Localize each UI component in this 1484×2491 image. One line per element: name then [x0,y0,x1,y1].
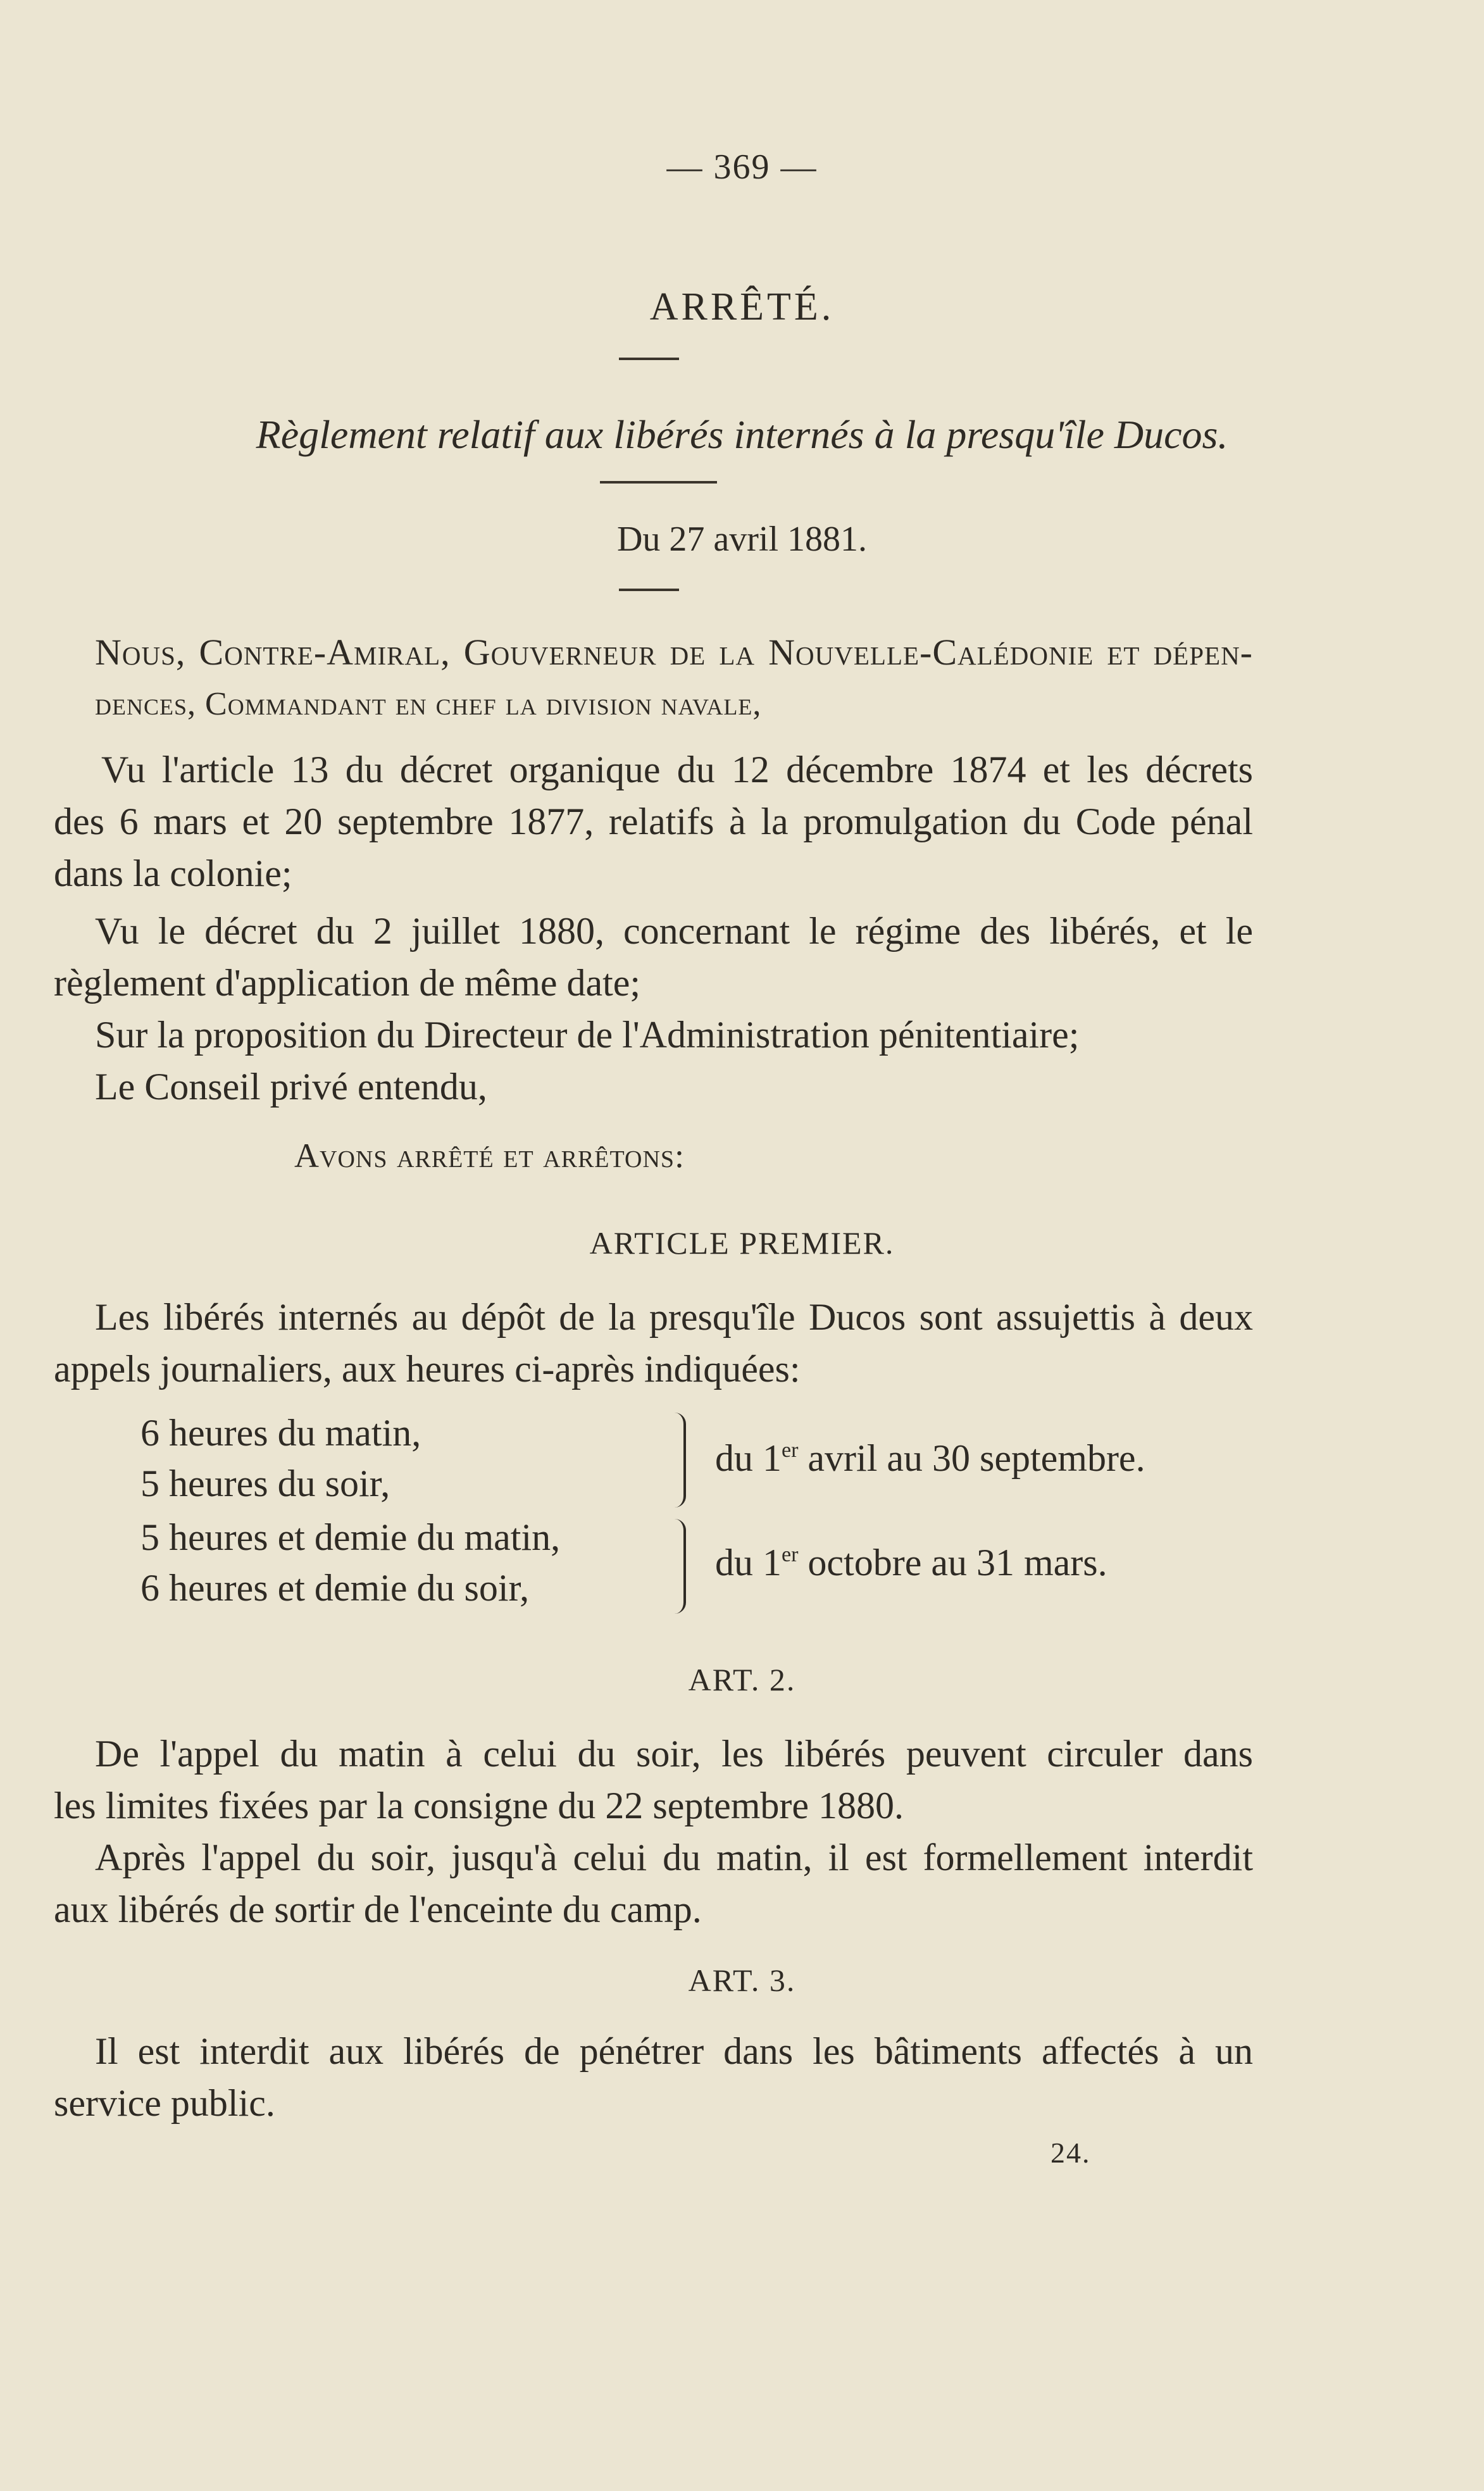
date-rule [619,589,679,591]
document-title: ARRÊTÉ. [649,285,835,328]
consideration-2-line-2: règlement d'application de même date; [54,962,641,1004]
article-2-p2-line-1: Après l'appel du soir, jusqu'à celui du matin, il est formellement interdit [95,1837,1253,1878]
consideration-3-line-1: Sur la proposition du Directeur de l'Administration pénitentiaire; [95,1014,1080,1056]
article-1-line-1: Les libérés internés au dépôt de la presqu'île Ducos sont assujettis à deux [95,1296,1253,1338]
schedule-1-time-2: 5 heures du soir, [140,1463,390,1504]
consideration-2-line-1: Vu le décret du 2 juillet 1880, concernant le régime des libérés, et le [95,910,1253,952]
article-1-line-2: appels journaliers, aux heures ci-après indiquées: [54,1348,801,1390]
schedule-1-brace [671,1413,686,1508]
schedule-2-time-1: 5 heures et demie du matin, [140,1516,561,1558]
schedule-2-brace [671,1519,686,1614]
preamble-line-1: Nous, Contre-Amiral, Gouverneur de la Nouvelle-Calédonie et dépen- [95,632,1253,673]
subtitle-rule [600,481,717,484]
article-2-p1-line-2: les limites fixées par la consigne du 22 septembre 1880. [54,1785,904,1826]
document-subtitle: Règlement relatif aux libérés internés à la presqu'île Ducos. [256,412,1228,457]
consideration-1-line-3: dans la colonie; [54,852,292,894]
article-1-heading: ARTICLE PREMIER. [589,1225,895,1261]
article-3-line-2: service public. [54,2082,275,2124]
schedule-2-period-rest: octobre au 31 mars. [798,1542,1107,1583]
schedule-1-time-1: 6 heures du matin, [140,1412,421,1454]
schedule-2-period-sup: er [782,1543,799,1566]
schedule-1-period-sup: er [782,1439,799,1462]
page-number: — 369 — [666,147,818,187]
article-2-p2-line-2: aux libérés de sortir de l'enceinte du camp. [54,1889,702,1930]
schedule-1-period [715,1437,1145,1480]
article-3-line-1: Il est interdit aux libérés de pénétrer dans les bâtiments affectés à un [95,2030,1253,2072]
article-3-heading: ART. 3. [688,1963,796,1998]
document-date: Du 27 avril 1881. [616,520,868,559]
decree-formula: Avons arrêté et arrêtons: [294,1137,685,1175]
schedule-2-time-2: 6 heures et demie du soir, [140,1567,530,1609]
consideration-1-line-2: des 6 mars et 20 septembre 1877, relatifs à la promulgation du Code pénal [54,801,1253,842]
preamble-line-2: dences, Commandant en chef la division navale, [95,686,762,722]
signature-mark: 24. [1051,2137,1091,2169]
consideration-4-line-1: Le Conseil privé entendu, [95,1066,487,1108]
schedule-2-period-prefix: du 1 [715,1542,782,1583]
schedule-1-period-rest: avril au 30 septembre. [798,1437,1145,1479]
article-2-p1-line-1: De l'appel du matin à celui du soir, les libérés peuvent circuler dans [95,1733,1253,1775]
title-rule [619,358,679,360]
schedule-2-period [715,1541,1107,1585]
schedule-1-period-prefix: du 1 [715,1437,782,1479]
article-2-heading: ART. 2. [688,1662,796,1697]
consideration-1-line-1: Vu l'article 13 du décret organique du 12 décembre 1874 et les décrets [101,749,1253,790]
